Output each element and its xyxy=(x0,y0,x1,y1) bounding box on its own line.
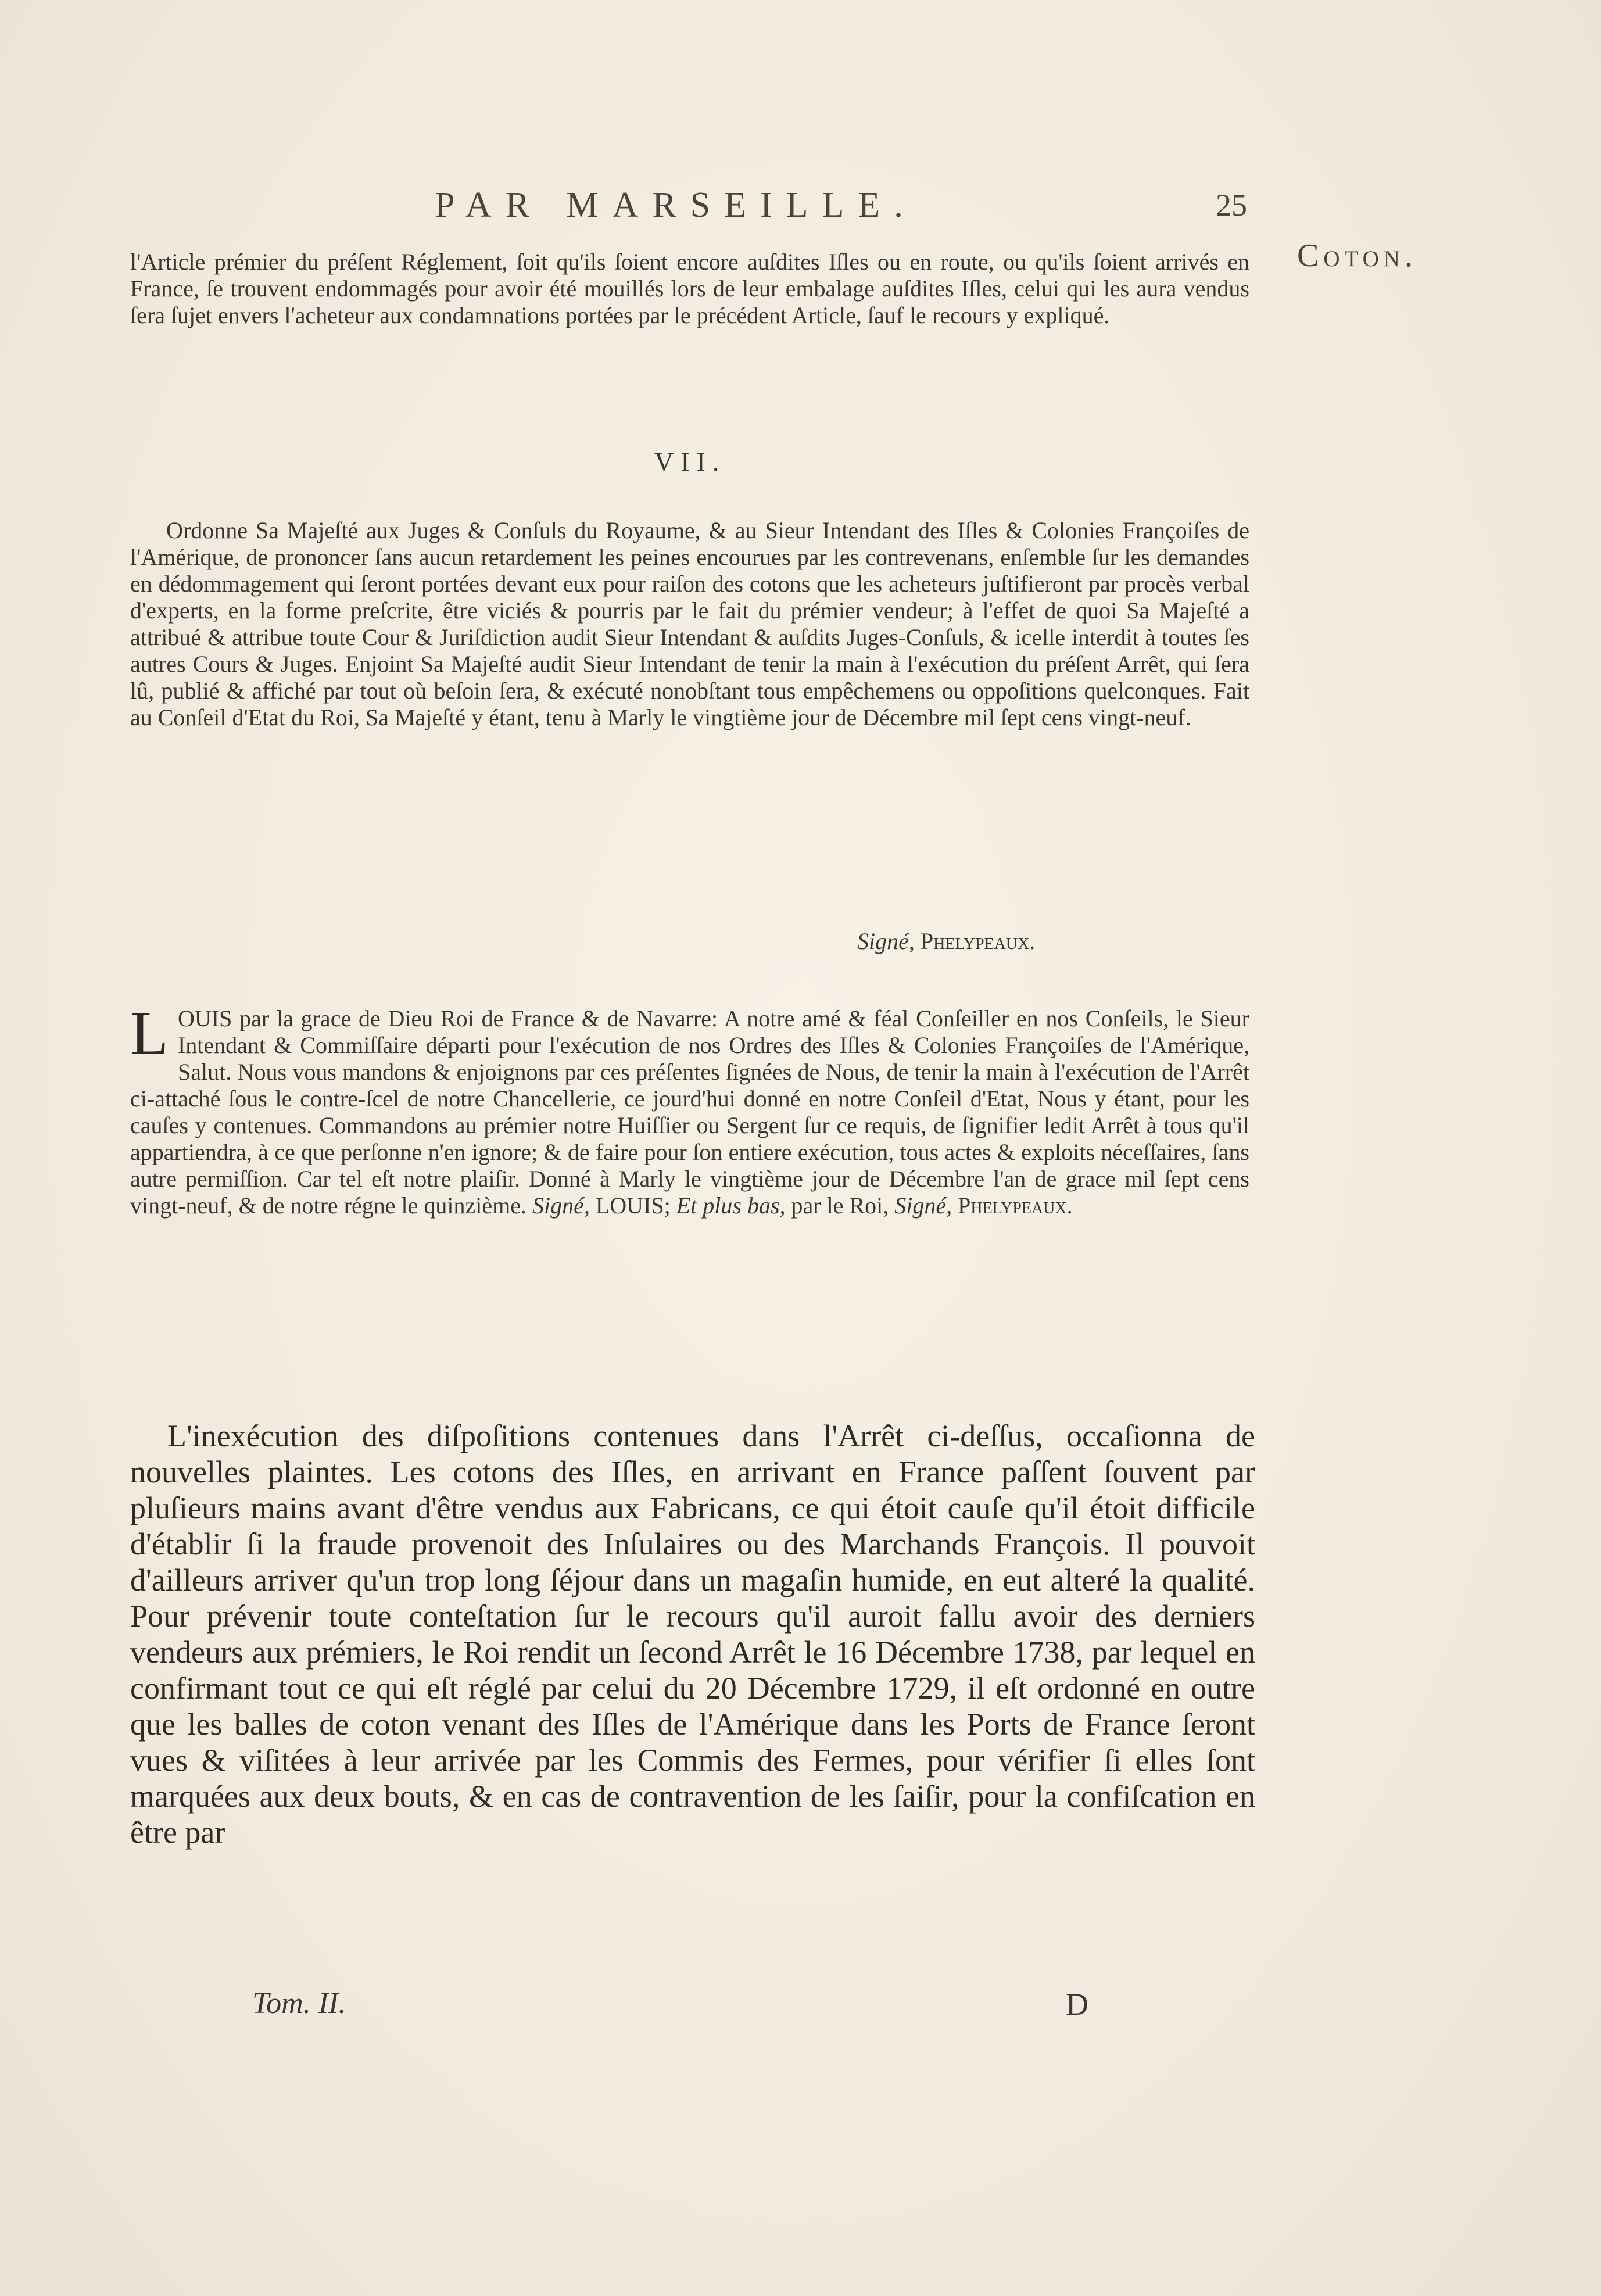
page-number: 25 xyxy=(1216,188,1247,223)
article-vii-paragraph: Ordonne Sa Majeſté aux Juges & Conſuls du Royaume, & au Sieur Intendant des Iſles & Colonies Françoiſes de l'Amérique, de prononcer ſans aucun retardement les peines encourues par les contrevenans, enſemble ſur les demandes en dédommagement qui ſeront portées devant eux pour raiſon des cotons que les acheteurs juſtifieront par procès verbal d'experts, en la forme preſcrite, être viciés & pourris par le fait du prémier vendeur; à l'effet de quoi Sa Majeſté a attribué & attribue toute Cour & Juriſdiction audit Sieur Intendant & auſdits Juges-Conſuls, & icelle interdit à toutes ſes autres Cours & Juges. Enjoint Sa Majeſté audit Sieur Intendant de tenir la main à l'exécution du préſent Arrêt, qui ſera lû, publié & affiché par tout où beſoin ſera, & exécuté nonobſtant tous empêchemens ou oppoſitions quelconques. Fait au Conſeil d'Etat du Roi, Sa Majeſté y étant, tenu à Marly le vingtième jour de Décembre mil ſept cens vingt-neuf. xyxy=(130,517,1249,730)
letters-par-le-roi: par le Roi, xyxy=(791,1192,889,1219)
footer-signature-mark: D xyxy=(1066,1987,1088,2022)
letters-sig-1: Signé, xyxy=(532,1192,590,1219)
continuation-paragraph: l'Article prémier du préſent Réglement, ſoit qu'ils ſoient encore auſdites Iſles ou en route, ou qu'ils ſoient arrivés en France, ſe trouvent endommagés pour avoir été mouillés lors de leur embalage auſdites Iſles, celui qui les aura vendus ſera ſujet envers l'acheteur aux condamnations portées par le précédent Article, ſauf le recours y expliqué. xyxy=(130,249,1249,328)
letters-patent-paragraph xyxy=(130,999,1249,1219)
commentary-paragraph: L'inexécution des diſpoſitions contenues dans l'Arrêt ci-deſſus, occaſionna de nouvelles plaintes. Les cotons des Iſles, en arrivant en France paſſent ſouvent par pluſieurs mains avant d'être vendus aux Fabricans, ce qui étoit cauſe qu'il étoit difficile d'établir ſi la fraude provenoit des Inſulaires ou des Marchands François. Il pouvoit d'ailleurs arriver qu'un trop long ſéjour dans un magaſin humide, en eut alteré la qualité. Pour prévenir toute conteſtation ſur le recours qu'il auroit fallu avoir des derniers vendeurs aux prémiers, le Roi rendit un ſecond Arrêt le 16 Décembre 1738, par lequel en confirmant tout ce qui eſt réglé par celui du 20 Décembre 1729, il eſt ordonné en outre que les balles de coton venant des Iſles de l'Amérique dans les Ports de France ſeront vues & viſitées à leur arrivée par les Commis des Fermes, pour vérifier ſi elles ſont marquées aux deux bouts, & en cas de contravention de les ſaiſir, pour la confiſcation en être par xyxy=(130,1419,1255,1850)
decree-signature xyxy=(857,927,1035,955)
signature-label: Signé xyxy=(857,928,909,954)
letters-sig-2: Signé, xyxy=(894,1192,952,1219)
drop-cap: L xyxy=(130,999,169,1068)
letters-name: Phelypeaux. xyxy=(958,1192,1073,1219)
letters-patent-body: OUIS par la grace de Dieu Roi de France & de Navarre: A notre amé & féal Conſeiller en nos Conſeils, le Sieur Intendant & Commiſſaire départi pour l'exécution de nos Ordres des Iſles & Colonies Françoiſes de l'Amérique, Salut. Nous vous mandons & enjoignons par ces préſentes ſignées de Nous, de tenir la main à l'exécution de l'Arrêt ci-attaché ſous le contre-ſcel de notre Chancellerie, ce jourd'hui donné en notre Conſeil d'Etat, Nous y étant, pour les cauſes y contenues. Commandons au prémier notre Huiſſier ou Sergent ſur ce requis, de ſignifier ledit Arrêt à tous qu'il appartiendra, à ce que perſonne n'en ignore; & de faire pour ſon entiere exécution, tous actes & exploits néceſſaires, ſans autre permiſſion. Car tel eſt notre plaiſir. Donné à Marly le vingtième jour de Décembre l'an de grace mil ſept cens vingt-neuf, & de notre régne le quinzième. xyxy=(130,1005,1249,1219)
margin-note: Coton. xyxy=(1297,238,1417,274)
letters-et-plus-bas: Et plus bas, xyxy=(676,1192,786,1219)
letters-louis: LOUIS; xyxy=(595,1192,671,1219)
signature-name: , Phelypeaux. xyxy=(908,928,1036,954)
footer-tome: Tom. II. xyxy=(252,1987,346,2020)
article-number: VII. xyxy=(654,447,726,477)
running-title: PAR MARSEILLE. xyxy=(435,185,917,225)
